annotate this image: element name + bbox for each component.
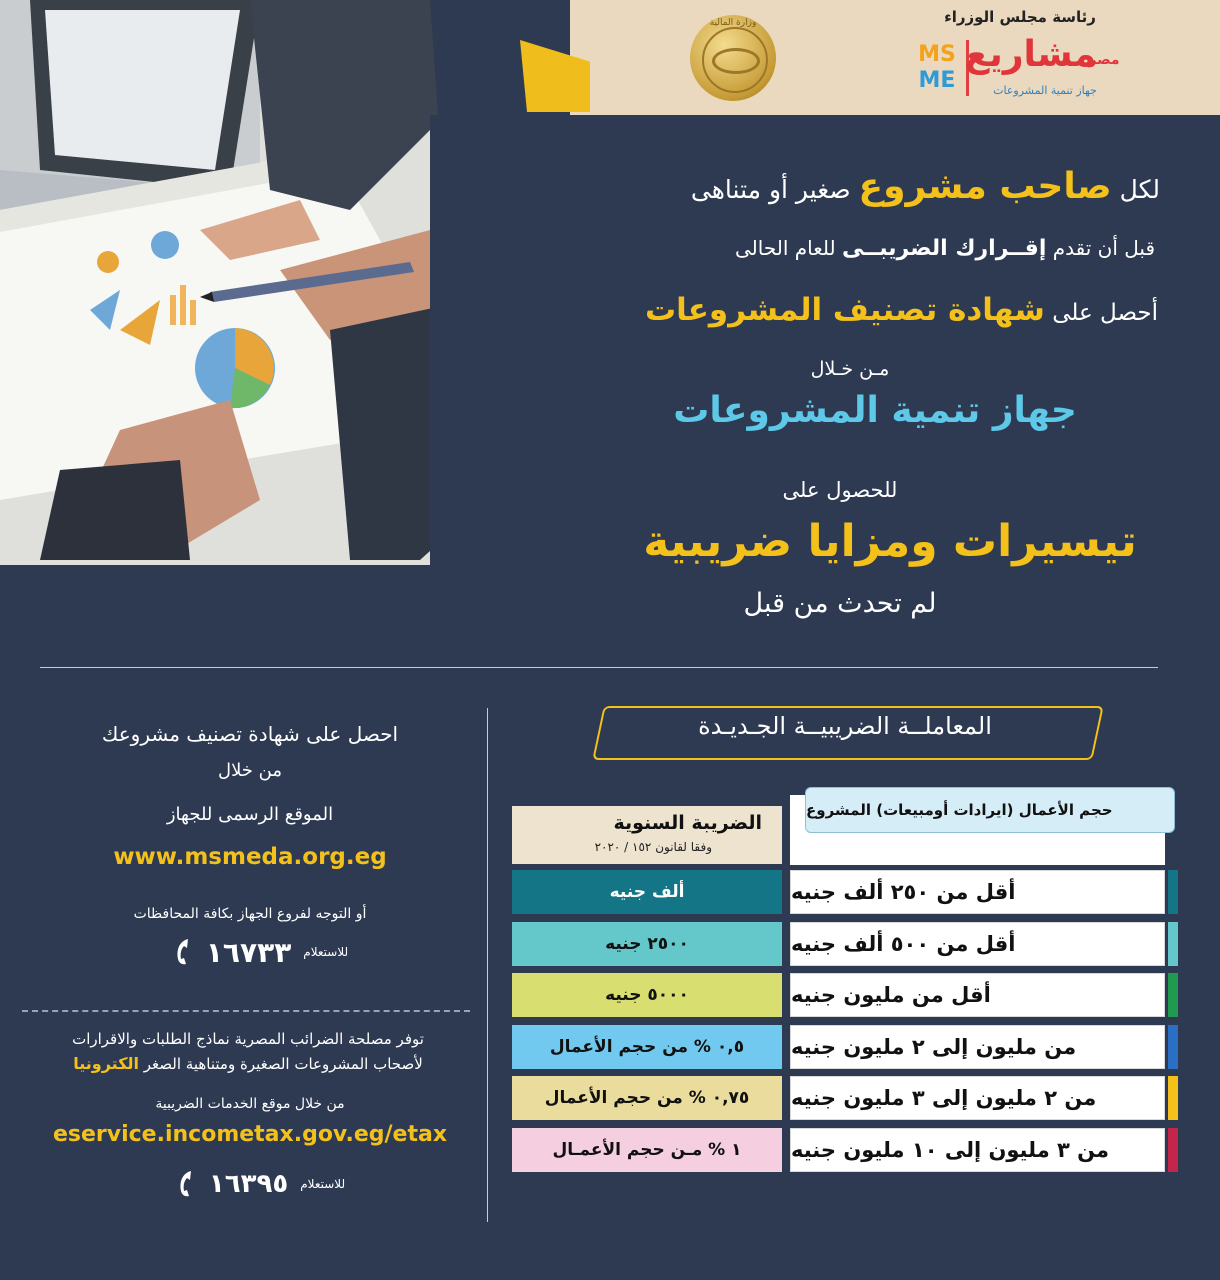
row-stripe [1168, 1128, 1178, 1172]
tax-cell: ٥٠٠٠ جنيه [512, 973, 782, 1017]
msme-logo [910, 34, 1130, 106]
eservice-link[interactable]: eservice.incometax.gov.eg/etax [52, 1122, 448, 1147]
row-stripe [1168, 1076, 1178, 1120]
row-stripe [1168, 1025, 1178, 1069]
hero-line-2: قبل أن تقدم إقــرارك الضريبــى للعام الحالى [734, 236, 1155, 261]
range-header: حجم الأعمال (ايرادات أومبيعات) المشروع [805, 787, 1175, 833]
sidebar-divider [22, 1010, 470, 1012]
row-stripe [1168, 973, 1178, 1017]
logo-abbr-top: MS [918, 42, 956, 67]
sidebar-line-3: الموقع الرسمى للجهاز [166, 804, 334, 825]
range-cell: من ٢ مليون إلى ٣ مليون جنيه [790, 1076, 1165, 1120]
tax-cell: ١ % مـن حجم الأعمـال [512, 1128, 782, 1172]
phone-icon [172, 937, 194, 967]
hotline-2[interactable] [140, 1164, 380, 1204]
range-cell: من ٣ مليون إلى ١٠ مليون جنيه [790, 1128, 1165, 1172]
logo-sub: مصر [1088, 52, 1120, 68]
tax-header: الضريبة السنوية [613, 812, 762, 834]
range-cell: من مليون إلى ٢ مليون جنيه [790, 1025, 1165, 1069]
logo-tagline: جهاز تنمية المشروعات [993, 84, 1097, 97]
ministry-seal-label: وزارة المالية [709, 18, 757, 28]
hero-line-6: للحصول على [782, 478, 898, 502]
table-title: المعاملــة الضريبيــة الجـديـدة [698, 712, 992, 740]
row-stripe [1168, 870, 1178, 914]
hero-agency-name: جهاز تنمية المشروعات [673, 390, 1077, 431]
hotline-1[interactable] [140, 932, 380, 972]
tax-cell: ٠,٥ % من حجم الأعمال [512, 1025, 782, 1069]
tax-header-sub: وفقا لقانون ١٥٢ / ٢٠٢٠ [594, 840, 712, 854]
range-cell: أقل من ٢٥٠ ألف جنيه [790, 870, 1165, 914]
hero-benefits: تيسيرات ومزايا ضريبية [643, 516, 1137, 567]
logo-abbr-bottom: ME [918, 68, 956, 93]
section-divider [40, 667, 1158, 668]
sidebar-line-1: احصل على شهادة تصنيف مشروعك [101, 722, 399, 746]
hotline-2-label: للاستعلام [300, 1177, 346, 1191]
ministry-seal-icon [690, 15, 776, 101]
sidebar-line-5: توفر مصلحة الضرائب المصرية نماذج الطلبات والاقرارات [72, 1030, 424, 1048]
hero-line-3: أحصل على شهادة تصنيف المشروعات [644, 292, 1158, 328]
range-cell: أقل من مليون جنيه [790, 973, 1165, 1017]
range-cell: أقل من ٥٠٠ ألف جنيه [790, 922, 1165, 966]
website-link[interactable]: www.msmeda.org.eg [113, 844, 387, 870]
hotline-1-number: ١٦٧٣٣ [205, 935, 292, 969]
tax-cell: ألف جنيه [512, 870, 782, 914]
hero-line-8: لم تحدث من قبل [743, 588, 937, 619]
column-divider [487, 708, 488, 1222]
tax-cell: ٠,٧٥ % من حجم الأعمال [512, 1076, 782, 1120]
hero-line-4: مـن خـلال [810, 358, 890, 380]
hotline-1-label: للاستعلام [303, 945, 349, 959]
hotline-2-number: ١٦٣٩٥ [208, 1169, 289, 1199]
tax-cell: ٢٥٠٠ جنيه [512, 922, 782, 966]
sidebar-line-6: لأصحاب المشروعات الصغيرة ومتناهية الصغر الكترونيا [73, 1054, 423, 1073]
hero-line-1: لكل صاحب مشروع صغير أو متناهى [690, 166, 1160, 207]
sidebar-line-4: أو التوجه لفروع الجهاز بكافة المحافظات [133, 906, 367, 922]
cabinet-label: رئاسة مجلس الوزراء [944, 8, 1096, 26]
row-stripe [1168, 922, 1178, 966]
sidebar-line-7: من خلال موقع الخدمات الضريبية [155, 1096, 345, 1112]
sidebar-line-2: من خلال [217, 760, 282, 781]
logo-name: مشاريع [964, 34, 1096, 75]
phone-icon [175, 1169, 197, 1199]
